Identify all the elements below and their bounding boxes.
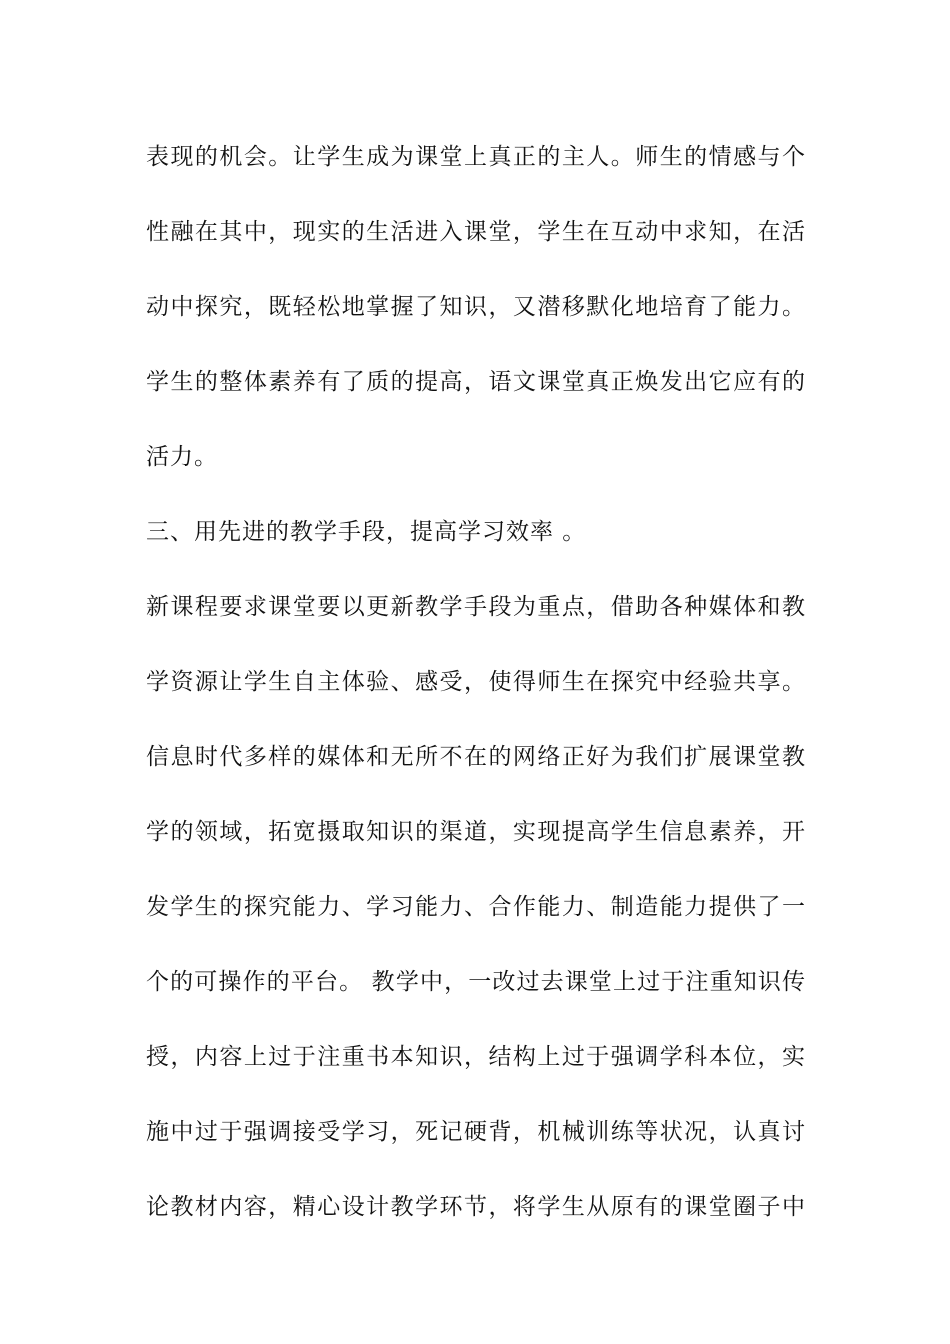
text-line-5: 活力。 xyxy=(146,444,218,470)
text-line-3: 动中探究，既轻松地掌握了知识，又潜移默化地培育了能力。 xyxy=(146,294,806,320)
text-line-12: 个的可操作的平台。 教学中，一改过去课堂上过于注重知识传 xyxy=(146,969,806,995)
section-heading: 三、用先进的教学手段，提高学习效率 。 xyxy=(146,519,587,545)
text-line-7: 新课程要求课堂要以更新教学手段为重点，借助各种媒体和教 xyxy=(146,594,806,620)
text-line-10: 学的领域，拓宽摄取知识的渠道，实现提高学生信息素养，开 xyxy=(146,819,806,845)
document-body xyxy=(146,120,806,1245)
text-line-14: 施中过于强调接受学习，死记硬背，机械训练等状况，认真讨 xyxy=(146,1119,806,1145)
text-line-1: 表现的机会。让学生成为课堂上真正的主人。师生的情感与个 xyxy=(146,144,806,170)
text-line-8: 学资源让学生自主体验、感受，使得师生在探究中经验共享。 xyxy=(146,669,806,695)
text-line-15: 论教材内容，精心设计教学环节，将学生从原有的课堂圈子中 xyxy=(146,1194,806,1220)
text-line-9: 信息时代多样的媒体和无所不在的网络正好为我们扩展课堂教 xyxy=(146,744,806,770)
text-line-13: 授，内容上过于注重书本知识，结构上过于强调学科本位，实 xyxy=(146,1044,806,1070)
text-line-11: 发学生的探究能力、学习能力、合作能力、制造能力提供了一 xyxy=(146,894,806,920)
text-line-2: 性融在其中，现实的生活进入课堂，学生在互动中求知，在活 xyxy=(146,219,806,245)
text-line-4: 学生的整体素养有了质的提高，语文课堂真正焕发出它应有的 xyxy=(146,369,806,395)
